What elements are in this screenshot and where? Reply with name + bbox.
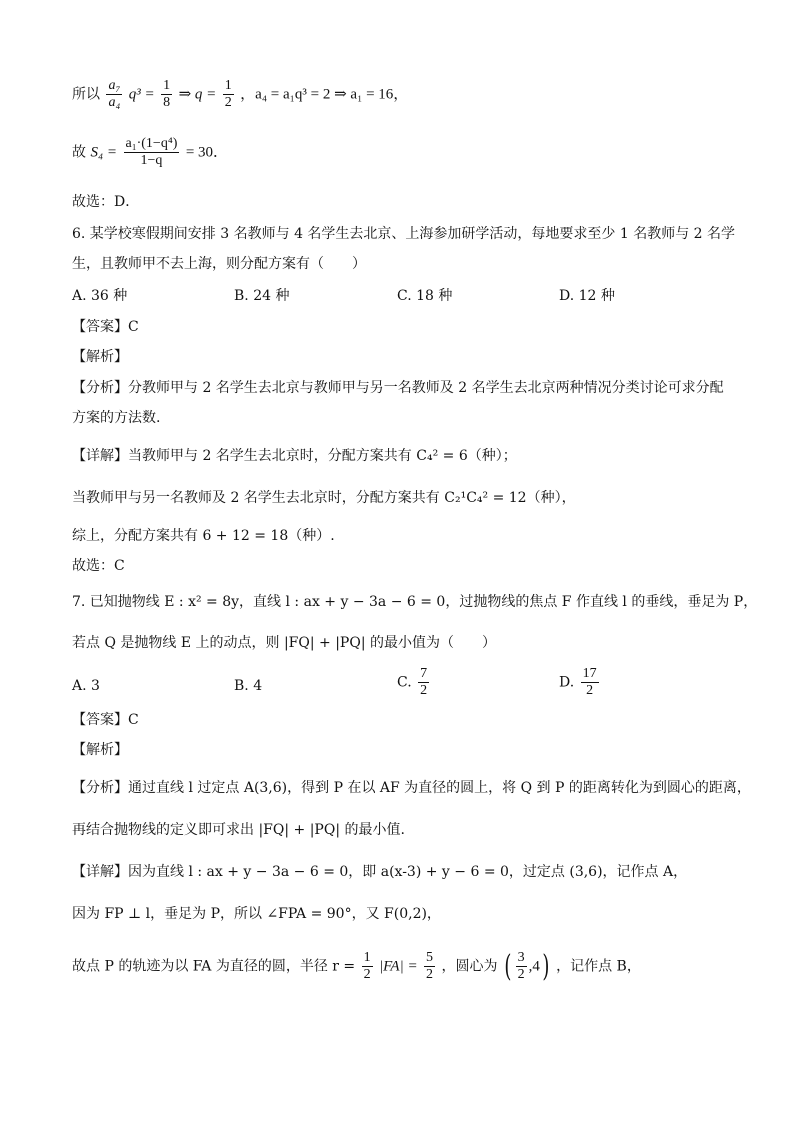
fraction-1-8: $\frac{1}{8}$ — [163, 78, 171, 110]
q7-answer: 【答案】C — [72, 712, 139, 728]
fraction-sum-formula: $\frac{\text{a₁·(1−q⁴)}}{1-q}$ — [125, 136, 178, 168]
fraction-1-2: $\frac{1}{2}$ — [224, 78, 232, 110]
q6-stem-line2: 生，且教师甲不去上海，则分配方案有（ ） — [72, 256, 366, 272]
text-suffix: ，记作点 B， — [556, 958, 641, 975]
fraction-5-2: $\frac{5}{2}$ — [426, 950, 434, 982]
math-q3: q³ = — [128, 86, 155, 103]
q7-option-b: B. 4 — [234, 678, 263, 694]
math-result: = 30． — [185, 144, 229, 161]
q7-option-a: A. 3 — [72, 678, 100, 694]
q7-option-c — [397, 666, 431, 699]
q6-option-c: C. 18 种 — [397, 288, 453, 304]
fraction-1-2: $\frac{1}{2}$ — [363, 950, 371, 982]
q6-analysis-heading: 【解析】 — [72, 349, 128, 365]
q7-fenxi-line1: 【分析】通过直线 l 过定点 A(3,6)，得到 P 在以 AF 为直径的圆上，将 Q 到 P 的距离转化为到圆心的距离， — [72, 780, 751, 796]
math-implies-q: ⇒ q = — [178, 86, 217, 103]
q6-detail-line1: 【详解】当教师甲与 2 名学生去北京时，分配方案共有 C₄² = 6（种）； — [72, 448, 517, 464]
q7-fenxi-line2: 再结合抛物线的定义即可求出 |FQ| + |PQ| 的最小值. — [72, 822, 405, 838]
q7-detail-line2: 因为 FP ⊥ l，垂足为 P，所以 ∠FPA = 90°，又 F(0,2)， — [72, 906, 441, 922]
q6-option-b: B. 24 种 — [234, 288, 290, 304]
q7-detail-line3 — [72, 950, 641, 983]
math-s4: S₄ = — [90, 144, 118, 161]
q7-analysis-heading: 【解析】 — [72, 742, 128, 758]
text-radius-intro: 故点 P 的轨迹为以 FA 为直径的圆，半径 r = — [72, 958, 356, 975]
paren-close: ) — [542, 948, 550, 984]
fraction-7-2: $\frac{7}{2}$ — [420, 666, 428, 698]
fraction-17-2: $\frac{17}{2}$ — [582, 666, 597, 698]
fraction-a7-a4: $\frac{\text{a₇}}{\text{a₄}}$ — [108, 78, 121, 110]
q6-choice: 故选：C — [72, 558, 125, 574]
q7-stem-line2: 若点 Q 是抛物线 E 上的动点，则 |FQ| + |PQ| 的最小值为（ ） — [72, 635, 496, 651]
q6-option-a: A. 36 种 — [72, 288, 128, 304]
fraction-3-2: $\frac{3}{2}$ — [517, 950, 525, 982]
option-label: D. — [559, 674, 575, 691]
line-ratio — [72, 78, 408, 111]
q6-fenxi-line1: 【分析】分教师甲与 2 名学生去北京与教师甲与另一名教师及 2 名学生去北京两种情况分类讨论可求分配 — [72, 380, 724, 396]
q6-detail-line2: 当教师甲与另一名教师及 2 名学生去北京时，分配方案共有 C₂¹C₄² = 12（种）， — [72, 490, 576, 506]
paren-open: ( — [504, 948, 512, 984]
math-y-coord: ,4 — [528, 958, 540, 975]
q6-option-d: D. 12 种 — [559, 288, 615, 304]
q7-detail-line1: 【详解】因为直线 l : ax + y − 3a − 6 = 0，即 a(x-3) + y − 6 = 0，过定点 (3,6)，记作点 A， — [72, 864, 688, 880]
q6-answer: 【答案】C — [72, 319, 139, 335]
text-prefix: 所以 — [72, 86, 100, 103]
text-center: ，圆心为 — [441, 958, 498, 975]
q7-stem-line1: 7. 已知抛物线 E : x² = 8y，直线 l : ax + y − 3a − 6 = 0，过抛物线的焦点 F 作直线 l 的垂线，垂足为 P， — [72, 594, 758, 610]
option-label: C. — [397, 674, 412, 691]
math-a4-a1: ，a₄ = a₁q³ = 2 ⇒ a₁ = 16， — [240, 86, 409, 103]
text-prefix: 故 — [72, 144, 86, 161]
choice-prev: 故选：D． — [72, 194, 140, 210]
q6-fenxi-line2: 方案的方法数. — [72, 410, 161, 426]
math-fa: |FA| = — [379, 958, 418, 975]
q6-detail-line3: 综上，分配方案共有 6 + 12 = 18（种）. — [72, 528, 335, 544]
q7-option-d — [559, 666, 601, 699]
q6-stem-line1: 6. 某学校寒假期间安排 3 名教师与 4 名学生去北京、上海参加研学活动，每地要求至少 1 名教师与 2 名学 — [72, 226, 736, 242]
line-s4 — [72, 136, 228, 169]
